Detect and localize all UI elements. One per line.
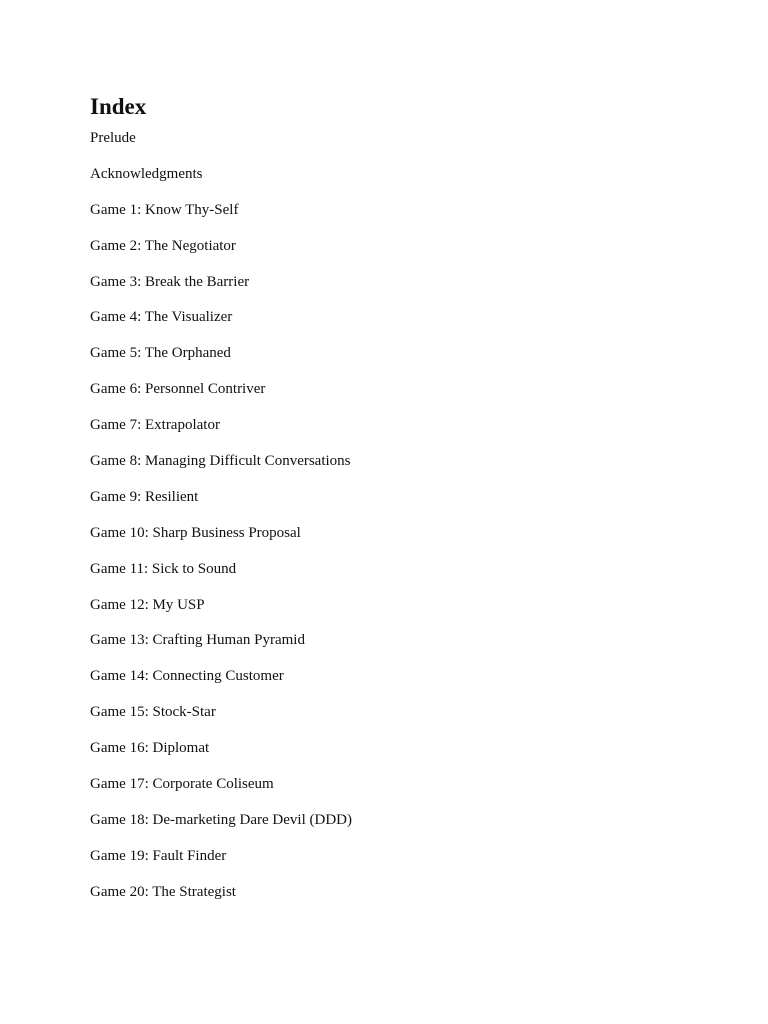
index-entry: Game 10: Sharp Business Proposal (90, 524, 301, 541)
index-entry: Prelude (90, 130, 136, 146)
index-entry: Game 15: Stock-Star (90, 704, 216, 721)
index-entry: Game 8: Managing Difficult Conversations (90, 453, 351, 470)
index-list (90, 128, 690, 918)
index-entry: Game 13: Crafting Human Pyramid (90, 632, 305, 649)
index-entry: Game 2: The Negotiator (90, 237, 236, 254)
index-entry: Game 19: Fault Finder (90, 847, 227, 864)
document-page (90, 92, 690, 918)
index-entry: Game 5: The Orphaned (90, 345, 231, 362)
index-entry: Game 14: Connecting Customer (90, 668, 284, 685)
index-entry: Game 12: My USP (90, 596, 205, 613)
index-entry: Acknowledgments (90, 165, 203, 182)
index-entry: Game 3: Break the Barrier (90, 273, 250, 290)
page-title: Index (90, 94, 147, 119)
index-entry: Game 4: The Visualizer (90, 309, 233, 326)
index-entry: Game 18: De-marketing Dare Devil (DDD) (90, 811, 352, 828)
index-entry: Game 17: Corporate Coliseum (90, 776, 274, 793)
index-entry: Game 6: Personnel Contriver (90, 381, 266, 398)
index-entry: Game 20: The Strategist (90, 883, 236, 900)
index-entry: Game 7: Extrapolator (90, 417, 220, 434)
index-entry: Game 9: Resilient (90, 488, 199, 505)
index-entry: Game 16: Diplomat (90, 740, 210, 757)
index-entry: Game 1: Know Thy-Self (90, 201, 239, 218)
index-entry: Game 11: Sick to Sound (90, 560, 237, 577)
